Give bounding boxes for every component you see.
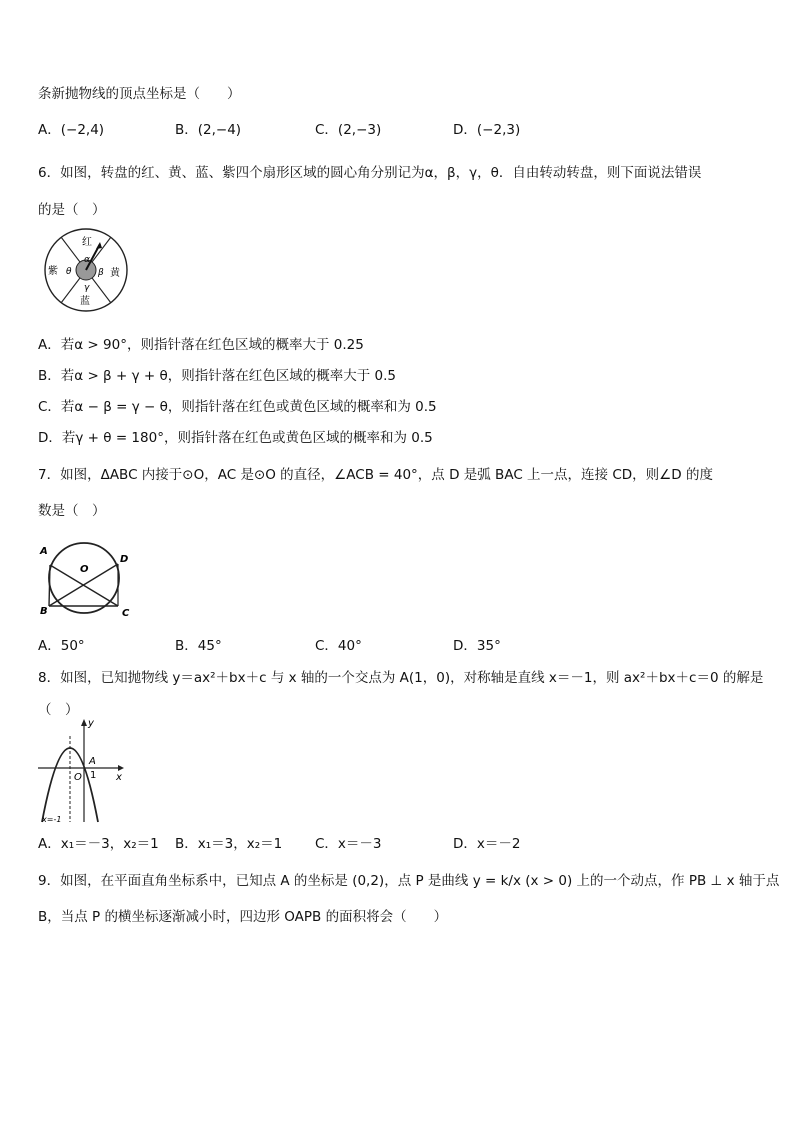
q5-option-b: B．(2,−4) xyxy=(175,122,242,138)
symmetry-axis-label: x=-1 xyxy=(42,815,62,824)
q6-stem-line1: 6．如图，转盘的红、黄、蓝、紫四个扇形区域的圆心角分别记为α，β，γ，θ．自由转动转盘，则下面说法错误 xyxy=(38,165,702,181)
q8-stem-line1: 8．如图，已知抛物线 y＝ax²＋bx＋c 与 x 轴的一个交点为 A(1，0)，对称轴是直线 x＝－1，则 ax²＋bx＋c＝0 的解是 xyxy=(38,670,764,686)
q6-option-d: D．若γ + θ = 180°，则指针落在红色或黄色区域的概率和为 0.5 xyxy=(38,430,433,446)
q5-option-d: D．(−2,3) xyxy=(453,122,521,138)
q5-option-c: C．(2,−3) xyxy=(315,122,382,138)
blue-label: 蓝 xyxy=(80,296,90,307)
tick-one-label: 1 xyxy=(90,770,97,781)
q7-option-d: D．35° xyxy=(453,638,501,654)
point-c-label: C xyxy=(122,608,130,618)
q8-option-a: A．x₁＝－3，x₂＝1 xyxy=(38,836,159,852)
x-axis-label: x xyxy=(116,772,122,783)
q8-option-d: D．x＝－2 xyxy=(453,836,521,852)
origin-label: O xyxy=(74,772,82,783)
beta-label: β xyxy=(98,268,104,278)
q6-stem-line2: 的是（ ） xyxy=(38,202,106,218)
q9-stem-line1: 9．如图，在平面直角坐标系中，已知点 A 的坐标是 (0,2)，点 P 是曲线 y = k/x (x > 0) 上的一个动点，作 PB ⊥ x 轴于点 xyxy=(38,873,780,889)
q8-parabola-figure xyxy=(34,714,130,826)
q7-stem-line1: 7．如图，ΔABC 内接于⊙O，AC 是⊙O 的直径，∠ACB = 40°，点 D 是弧 BAC 上一点，连接 CD，则∠D 的度 xyxy=(38,467,713,483)
question-5-stem-tail: 条新抛物线的顶点坐标是（ ） xyxy=(38,86,241,102)
gamma-label: γ xyxy=(84,283,90,293)
point-d-label: D xyxy=(120,554,129,565)
q8-option-b: B．x₁＝3，x₂＝1 xyxy=(175,836,283,852)
q6-option-c: C．若α − β = γ − θ，则指针落在红色或黄色区域的概率和为 0.5 xyxy=(38,399,437,415)
yellow-label: 黄 xyxy=(110,268,120,279)
purple-label: 紫 xyxy=(48,266,58,277)
q8-option-c: C．x＝－3 xyxy=(315,836,382,852)
alpha-label: α xyxy=(84,255,90,265)
y-axis-label: y xyxy=(88,718,94,729)
q7-option-c: C．40° xyxy=(315,638,362,654)
theta-label: θ xyxy=(66,267,72,277)
q6-option-a: A．若α > 90°，则指针落在红色区域的概率大于 0.25 xyxy=(38,337,364,353)
q8-stem-line2: （ ） xyxy=(38,702,79,718)
q6-option-b: B．若α > β + γ + θ，则指针落在红色区域的概率大于 0.5 xyxy=(38,368,396,384)
q7-stem-line2: 数是（ ） xyxy=(38,503,106,519)
q7-circle-figure xyxy=(34,540,130,618)
q6-spinner-figure xyxy=(40,228,132,312)
q9-stem-line2: B，当点 P 的横坐标逐渐减小时，四边形 OAPB 的面积将会（ ） xyxy=(38,909,448,925)
red-label: 红 xyxy=(82,237,92,248)
point-b-label: B xyxy=(40,606,48,617)
q7-option-b: B．45° xyxy=(175,638,222,654)
q5-option-a: A．(−2,4) xyxy=(38,122,105,138)
point-a-label: A xyxy=(89,756,96,767)
q7-option-a: A．50° xyxy=(38,638,85,654)
point-a-label: A xyxy=(40,546,48,557)
point-o-label: O xyxy=(80,564,89,575)
